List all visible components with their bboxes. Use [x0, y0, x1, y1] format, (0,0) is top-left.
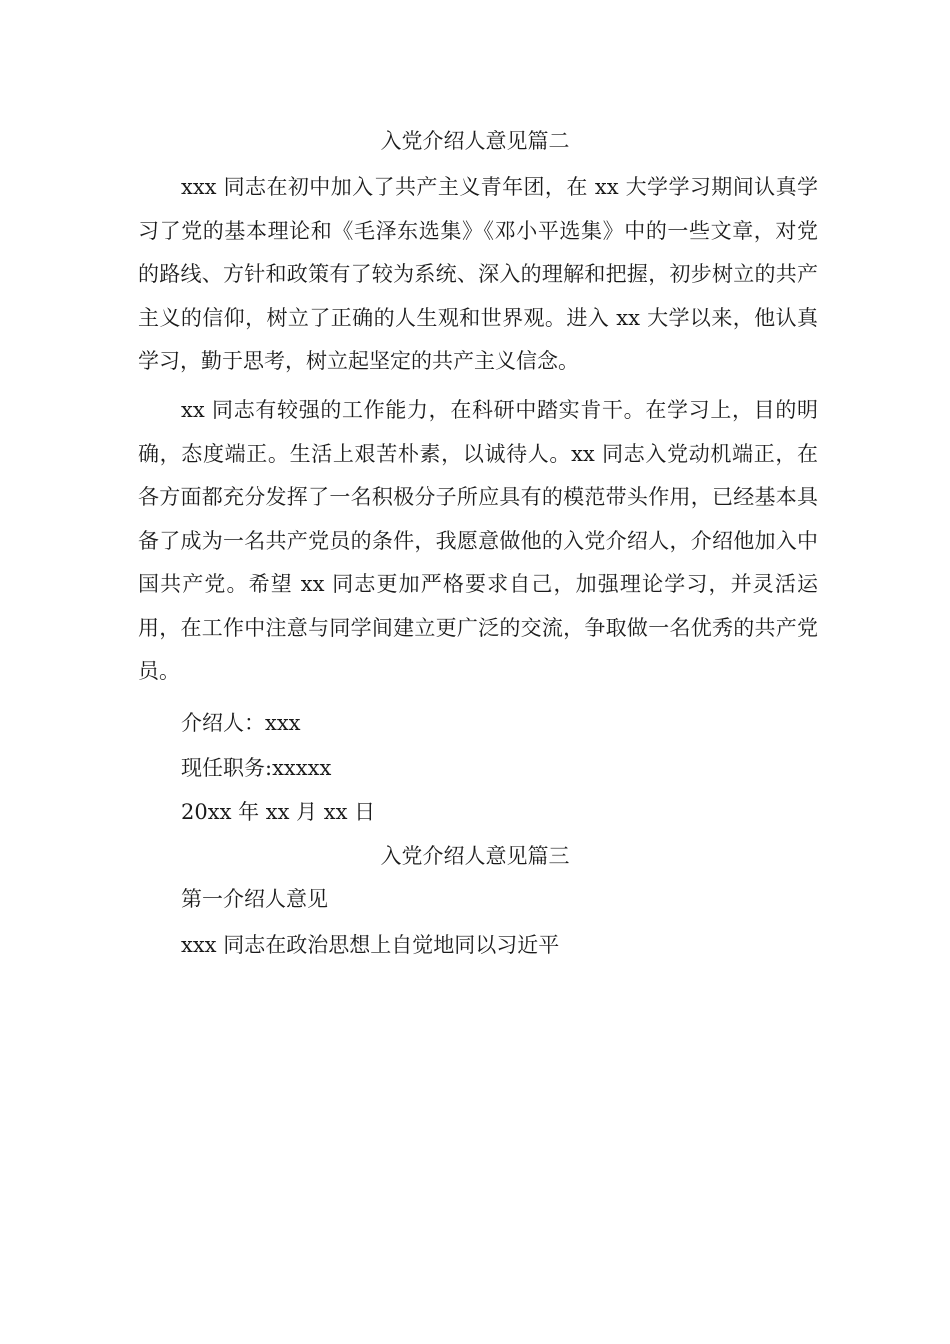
section2-title: 入党介绍人意见篇二	[380, 129, 570, 153]
introducer-line: 介绍人：xxx	[181, 711, 301, 735]
position-line: 现任职务:xxxxx	[181, 756, 332, 780]
date-line: 20xx 年 xx 月 xx 日	[181, 800, 376, 824]
section2-paragraph-2: xx 同志有较强的工作能力，在科研中踏实肯干。在学习上，目的明确，态度端正。生活上艰苦朴素，以诚待人。xx 同志入党动机端正，在各方面都充分发挥了一名积极分子所应具有的模范带头作用，已经基本具备了成为一名共产党员的条件，我愿意做他的入党介绍人，介绍他加入中国共产党。希望 xx 同志更加严格要求自己，加强理论学习，并灵活运用，在工作中注意与同学间建立更广泛的交流，争取做一名优秀的共产党员。	[138, 398, 818, 683]
section3-title: 入党介绍人意见篇三	[380, 844, 570, 868]
section2-paragraph-1: xxx 同志在初中加入了共产主义青年团，在 xx 大学学习期间认真学习了党的基本理论和《毛泽东选集》《邓小平选集》中的一些文章，对党的路线、方针和政策有了较为系统、深入的理解和把握，初步树立的共产主义的信仰，树立了正确的人生观和世界观。进入 xx 大学以来，他认真学习，勤于思考，树立起坚定的共产主义信念。	[138, 175, 818, 373]
section3-subtitle: 第一介绍人意见	[181, 887, 328, 911]
section3-text: xxx 同志在政治思想上自觉地同以习近平	[181, 933, 560, 957]
